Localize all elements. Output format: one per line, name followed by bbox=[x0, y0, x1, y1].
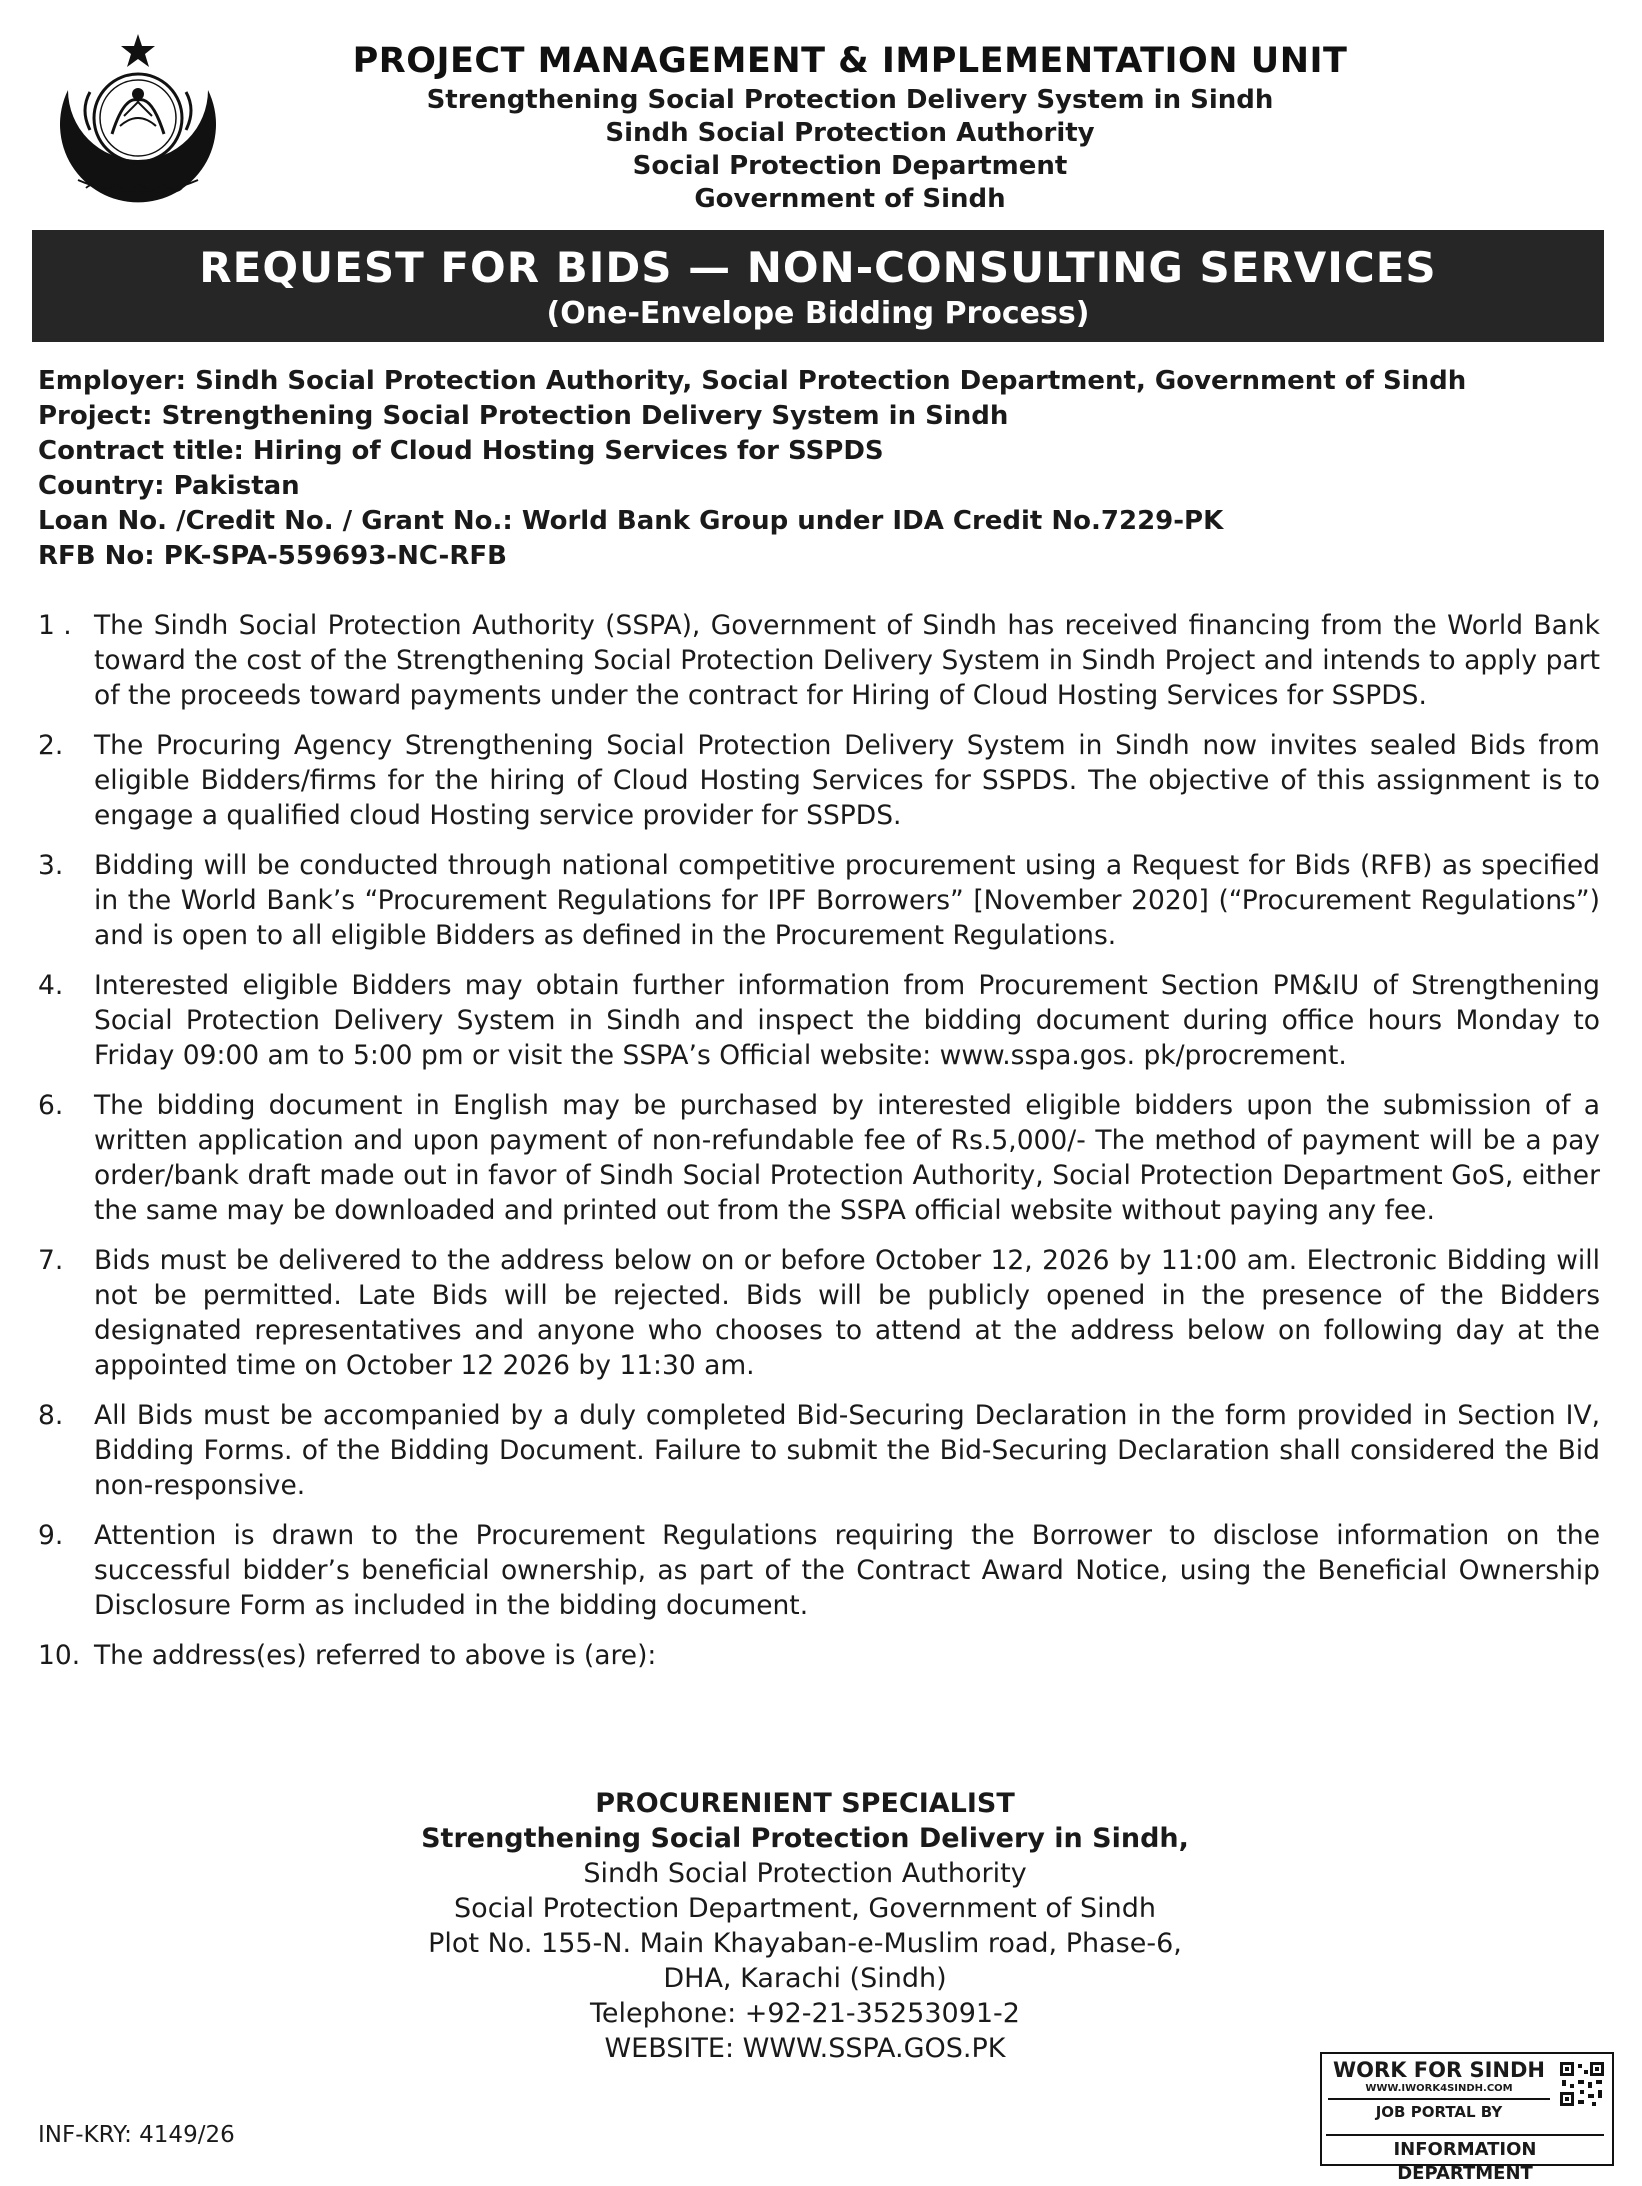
paragraph-text: Bidding will be conducted through national competitive procurement using a Request for Bids (RFB) as specified in the World Bank’s “Procurement Regulations for IPF Borrowers” [November 2020] (“Procurement Regulations”) and is open to all eligible Bidders as defined in the Procurement Regulations. bbox=[94, 850, 1600, 951]
paragraph bbox=[38, 608, 1600, 713]
info-contract-title: Contract title: Hiring of Cloud Hosting Services for SSPDS bbox=[38, 436, 884, 466]
paragraph-text: The bidding document in English may be purchased by interested eligible bidders upon the submission of a written application and upon payment of non-refundable fee of Rs.5,000/- The method of payment will be a pay order/bank draft made out in favor of Sindh Social Protection Authority, Social Protection Department GoS, either the same may be downloaded and printed out from the SSPA official website without paying any fee. bbox=[94, 1090, 1600, 1226]
bid-paragraphs bbox=[38, 608, 1600, 1688]
address-line: DHA, Karachi (Sindh) bbox=[663, 1963, 947, 1994]
paragraph-number: 7. bbox=[38, 1245, 64, 1276]
info-loan-number: Loan No. /Credit No. / Grant No.: World Bank Group under IDA Credit No.7229-PK bbox=[38, 506, 1224, 536]
paragraph-text: The Procuring Agency Strengthening Social Protection Delivery System in Sindh now invites sealed Bids from eligible Bidders/firms for the hiring of Cloud Hosting Services for SSPDS. The objective of this assignment is to engage a qualified cloud Hosting service provider for SSPDS. bbox=[94, 730, 1600, 831]
header-line-department: Social Protection Department bbox=[632, 151, 1068, 181]
address-organization: Strengthening Social Protection Delivery in Sindh, bbox=[421, 1823, 1189, 1854]
paragraph-number: 6. bbox=[38, 1090, 64, 1121]
address-line: Plot No. 155-N. Main Khayaban-e-Muslim road, Phase-6, bbox=[428, 1928, 1182, 1959]
reference-code: INF-KRY: 4149/26 bbox=[38, 2122, 235, 2148]
job-portal-badge bbox=[1320, 2052, 1614, 2184]
address-telephone: Telephone: +92-21-35253091-2 bbox=[590, 1998, 1020, 2029]
info-rfb-number: RFB No: PK-SPA-559693-NC-RFB bbox=[38, 541, 507, 571]
government-emblem-icon bbox=[38, 30, 238, 220]
info-country: Country: Pakistan bbox=[38, 471, 300, 501]
paragraph bbox=[38, 1638, 1600, 1673]
header-line-project: Strengthening Social Protection Delivery System in Sindh bbox=[426, 85, 1274, 115]
header-text bbox=[230, 38, 1470, 216]
qr-code-icon bbox=[1558, 2060, 1606, 2108]
paragraph-text: Interested eligible Bidders may obtain further information from Procurement Section PM&IU of Strengthening Social Protection Delivery System in Sindh and inspect the bidding document during office hours Monday to Friday 09:00 am to 5:00 pm or visit the SSPA’s Official website: www.sspa.gos. pk/procrement. bbox=[94, 970, 1600, 1071]
address-line: Sindh Social Protection Authority bbox=[583, 1858, 1027, 1889]
paragraph-number: 3. bbox=[38, 850, 64, 881]
paragraph-number: 8. bbox=[38, 1400, 64, 1431]
organization-title: PROJECT MANAGEMENT & IMPLEMENTATION UNIT bbox=[352, 41, 1348, 81]
address-website: WEBSITE: WWW.SSPA.GOS.PK bbox=[604, 2033, 1006, 2064]
paragraph bbox=[38, 1243, 1600, 1383]
paragraph-text: Bids must be delivered to the address below on or before October 12, 2026 by 11:00 am. Electronic Bidding will not be permitted. Late Bids will be rejected. Bids will be publicly opened in the presence of the Bidders designated representatives and anyone who chooses to attend at the address below on following day at the appointed time on October 12 2026 by 11:30 am. bbox=[94, 1245, 1600, 1381]
badge-main bbox=[1328, 2058, 1550, 2122]
header-line-government: Government of Sindh bbox=[694, 184, 1006, 214]
paragraph bbox=[38, 1398, 1600, 1503]
paragraph-text: The Sindh Social Protection Authority (SSPA), Government of Sindh has received financing from the World Bank toward the cost of the Strengthening Social Protection Delivery System in Sindh Project and intends to apply part of the proceeds toward payments under the contract for Hiring of Cloud Hosting Services for SSPDS. bbox=[94, 610, 1600, 711]
banner-subtitle: (One-Envelope Bidding Process) bbox=[546, 296, 1090, 331]
header bbox=[30, 30, 1610, 220]
contact-address bbox=[300, 1786, 1310, 2066]
badge-department: INFORMATION DEPARTMENT bbox=[1326, 2134, 1604, 2186]
paragraph-number: 2. bbox=[38, 730, 64, 761]
badge-site: WWW.IWORK4SINDH.COM bbox=[1328, 2082, 1550, 2100]
paragraph-number: 1 . bbox=[38, 610, 72, 641]
paragraph-number: 4. bbox=[38, 970, 64, 1001]
paragraph bbox=[38, 1088, 1600, 1228]
paragraph-text: Attention is drawn to the Procurement Regulations requiring the Borrower to disclose information on the successful bidder’s beneficial ownership, as part of the Contract Award Notice, using the Beneficial Ownership Disclosure Form as included in the bidding document. bbox=[94, 1520, 1600, 1621]
contract-info bbox=[38, 364, 1598, 574]
badge-portal-text: JOB PORTAL BY bbox=[1375, 2103, 1503, 2121]
paragraph bbox=[38, 968, 1600, 1073]
address-heading: PROCURENIENT SPECIALIST bbox=[595, 1788, 1015, 1819]
paragraph bbox=[38, 1518, 1600, 1623]
paragraph-number: 9. bbox=[38, 1520, 64, 1551]
paragraph-text: The address(es) referred to above is (are): bbox=[94, 1640, 657, 1671]
title-banner bbox=[32, 230, 1604, 342]
paragraph-number: 10. bbox=[38, 1640, 81, 1671]
paragraph bbox=[38, 728, 1600, 833]
address-line: Social Protection Department, Government of Sindh bbox=[454, 1893, 1156, 1924]
header-line-authority: Sindh Social Protection Authority bbox=[605, 118, 1095, 148]
info-project: Project: Strengthening Social Protection Delivery System in Sindh bbox=[38, 401, 1009, 431]
paragraph-text: All Bids must be accompanied by a duly completed Bid-Securing Declaration in the form provided in Section IV, Bidding Forms. of the Bidding Document. Failure to submit the Bid-Securing Declaration shall considered the Bid non-responsive. bbox=[94, 1400, 1600, 1501]
badge-brand: WORK FOR SINDH bbox=[1333, 2058, 1545, 2082]
paragraph bbox=[38, 848, 1600, 953]
info-employer: Employer: Sindh Social Protection Authority, Social Protection Department, Government of Sindh bbox=[38, 366, 1467, 396]
banner-title: REQUEST FOR BIDS — NON-CONSULTING SERVICES bbox=[199, 243, 1437, 292]
